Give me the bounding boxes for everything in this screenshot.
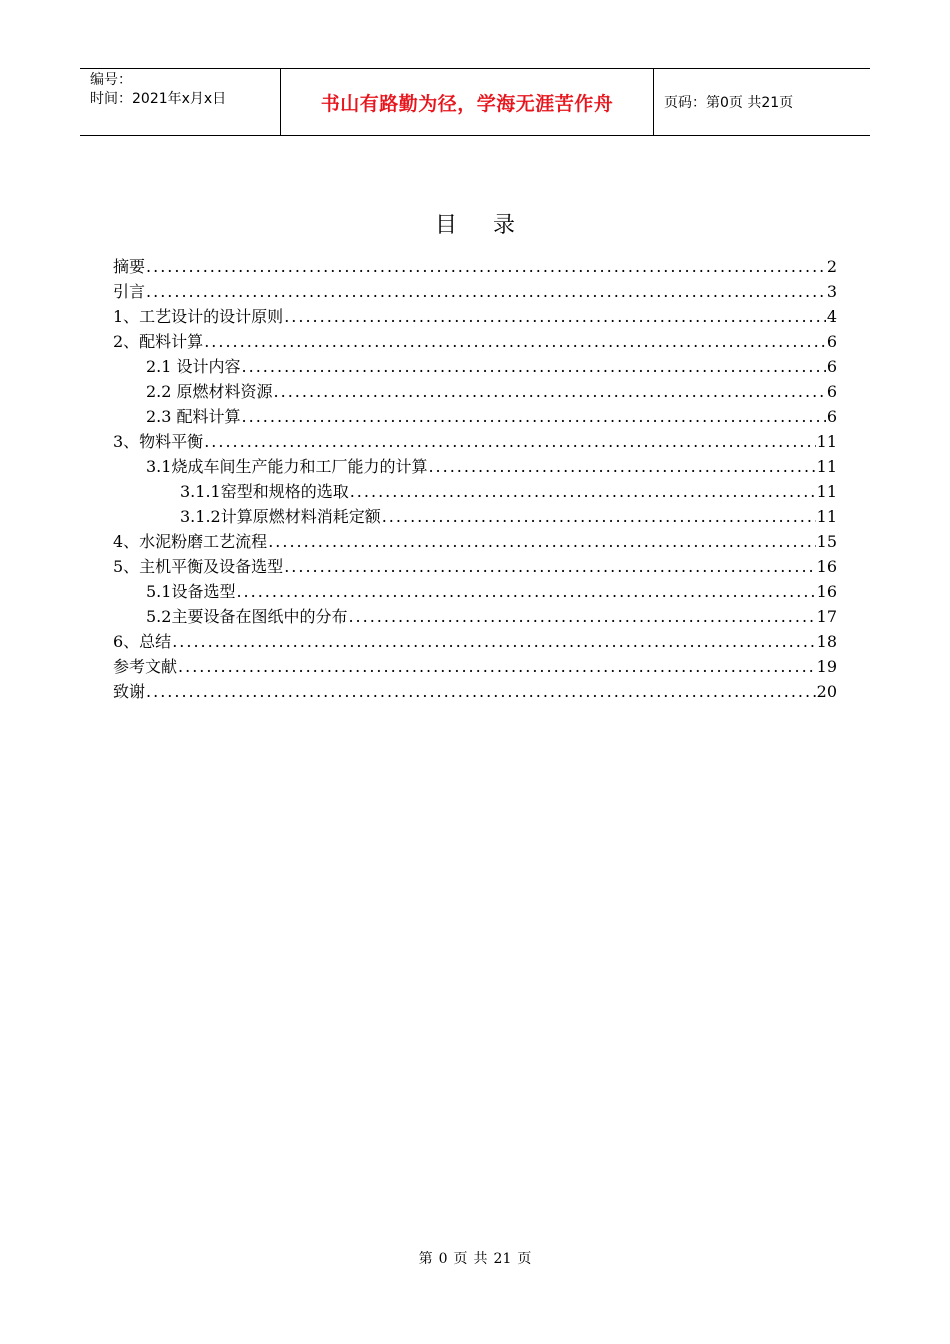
toc-entry[interactable] (113, 429, 837, 454)
toc-entry-page: 15 (816, 532, 837, 551)
toc-entry-label: 3、物料平衡 (113, 432, 204, 451)
toc-leader-dots (284, 304, 826, 329)
toc-entry-label: 1、工艺设计的设计原则 (113, 307, 284, 326)
toc-entry-page: 6 (826, 407, 837, 426)
toc-leader-dots (382, 504, 816, 529)
toc-entry[interactable] (113, 304, 837, 329)
toc-leader-dots (204, 329, 826, 354)
page-footer (0, 1248, 950, 1268)
toc-entry-label: 6、总结 (113, 632, 172, 651)
footer-text: 页 (453, 1251, 468, 1267)
toc-entry[interactable] (113, 604, 837, 629)
toc-entry[interactable] (113, 579, 837, 604)
header-motto-cell (281, 69, 654, 135)
header-page-info: 页码：第0页 共21页 (664, 95, 794, 111)
toc-entry-page: 16 (816, 557, 837, 576)
toc-entry-label: 5.1设备选型 (146, 582, 236, 601)
toc-leader-dots (268, 529, 815, 554)
toc-entry-label: 2.2 原燃材料资源 (146, 382, 273, 401)
toc-title-char-2: 录 (493, 213, 516, 238)
toc-entry-label: 3.1.2计算原燃材料消耗定额 (180, 507, 381, 526)
toc-entry[interactable] (113, 629, 837, 654)
toc-leader-dots (146, 254, 826, 279)
toc-entry-page: 17 (816, 607, 837, 626)
footer-text: 第 (418, 1251, 433, 1267)
toc-entry[interactable] (113, 254, 837, 279)
toc-entry[interactable] (113, 329, 837, 354)
document-date-label: 时间：2021年x月x日 (90, 91, 227, 107)
table-of-contents (113, 254, 837, 704)
toc-entry[interactable] (113, 679, 837, 704)
document-number-label: 编号： (90, 72, 132, 88)
toc-entry-label: 5.2主要设备在图纸中的分布 (146, 607, 348, 626)
toc-entry[interactable] (113, 404, 837, 429)
toc-entry-page: 11 (816, 482, 837, 501)
toc-leader-dots (204, 429, 815, 454)
toc-entry-label: 4、水泥粉磨工艺流程 (113, 532, 268, 551)
toc-entry[interactable] (113, 379, 837, 404)
toc-entry-page: 20 (816, 682, 837, 701)
page-header (80, 68, 870, 136)
toc-entry-page: 3 (826, 282, 837, 301)
toc-entry-page: 19 (816, 657, 837, 676)
toc-entry-page: 11 (816, 432, 837, 451)
header-meta-cell (80, 69, 281, 135)
header-motto: 书山有路勤为径，学海无涯苦作舟 (320, 92, 614, 115)
toc-leader-dots (428, 454, 815, 479)
toc-entry[interactable] (113, 454, 837, 479)
header-page-cell (654, 69, 870, 135)
footer-text: 页 (517, 1251, 532, 1267)
toc-entry-page: 18 (816, 632, 837, 651)
toc-entry-label: 参考文献 (113, 657, 178, 676)
toc-entry-page: 6 (826, 382, 837, 401)
toc-entry-page: 2 (826, 257, 837, 276)
toc-leader-dots (146, 279, 826, 304)
toc-entry[interactable] (113, 529, 837, 554)
toc-entry-label: 3.1烧成车间生产能力和工厂能力的计算 (146, 457, 428, 476)
toc-entry-page: 6 (826, 332, 837, 351)
toc-entry-page: 6 (826, 357, 837, 376)
toc-entry-label: 5、主机平衡及设备选型 (113, 557, 284, 576)
toc-entry-label: 2.1 设计内容 (146, 357, 241, 376)
toc-title (0, 208, 950, 239)
toc-entry-page: 4 (826, 307, 837, 326)
toc-entry-label: 3.1.1窑型和规格的选取 (180, 482, 349, 501)
footer-total-pages: 21 (493, 1251, 512, 1267)
toc-leader-dots (274, 379, 826, 404)
toc-entry-label: 致谢 (113, 682, 146, 701)
toc-leader-dots (172, 629, 815, 654)
toc-leader-dots (348, 604, 815, 629)
toc-entry-label: 2、配料计算 (113, 332, 204, 351)
toc-entry[interactable] (113, 279, 837, 304)
toc-entry-label: 2.3 配料计算 (146, 407, 241, 426)
toc-entry[interactable] (113, 479, 837, 504)
toc-entry-page: 11 (816, 457, 837, 476)
toc-entry-label: 引言 (113, 282, 146, 301)
toc-leader-dots (236, 579, 815, 604)
toc-title-char-1: 目 (434, 213, 457, 238)
toc-leader-dots (242, 354, 826, 379)
toc-entry[interactable] (113, 554, 837, 579)
toc-entry[interactable] (113, 504, 837, 529)
footer-current-page: 0 (438, 1251, 448, 1267)
toc-entry[interactable] (113, 354, 837, 379)
toc-leader-dots (350, 479, 816, 504)
toc-leader-dots (284, 554, 815, 579)
toc-entry-page: 16 (816, 582, 837, 601)
toc-entry[interactable] (113, 654, 837, 679)
toc-leader-dots (242, 404, 826, 429)
toc-leader-dots (146, 679, 816, 704)
toc-entry-label: 摘要 (113, 257, 146, 276)
footer-text: 共 (473, 1251, 488, 1267)
toc-entry-page: 11 (816, 507, 837, 526)
toc-leader-dots (178, 654, 816, 679)
